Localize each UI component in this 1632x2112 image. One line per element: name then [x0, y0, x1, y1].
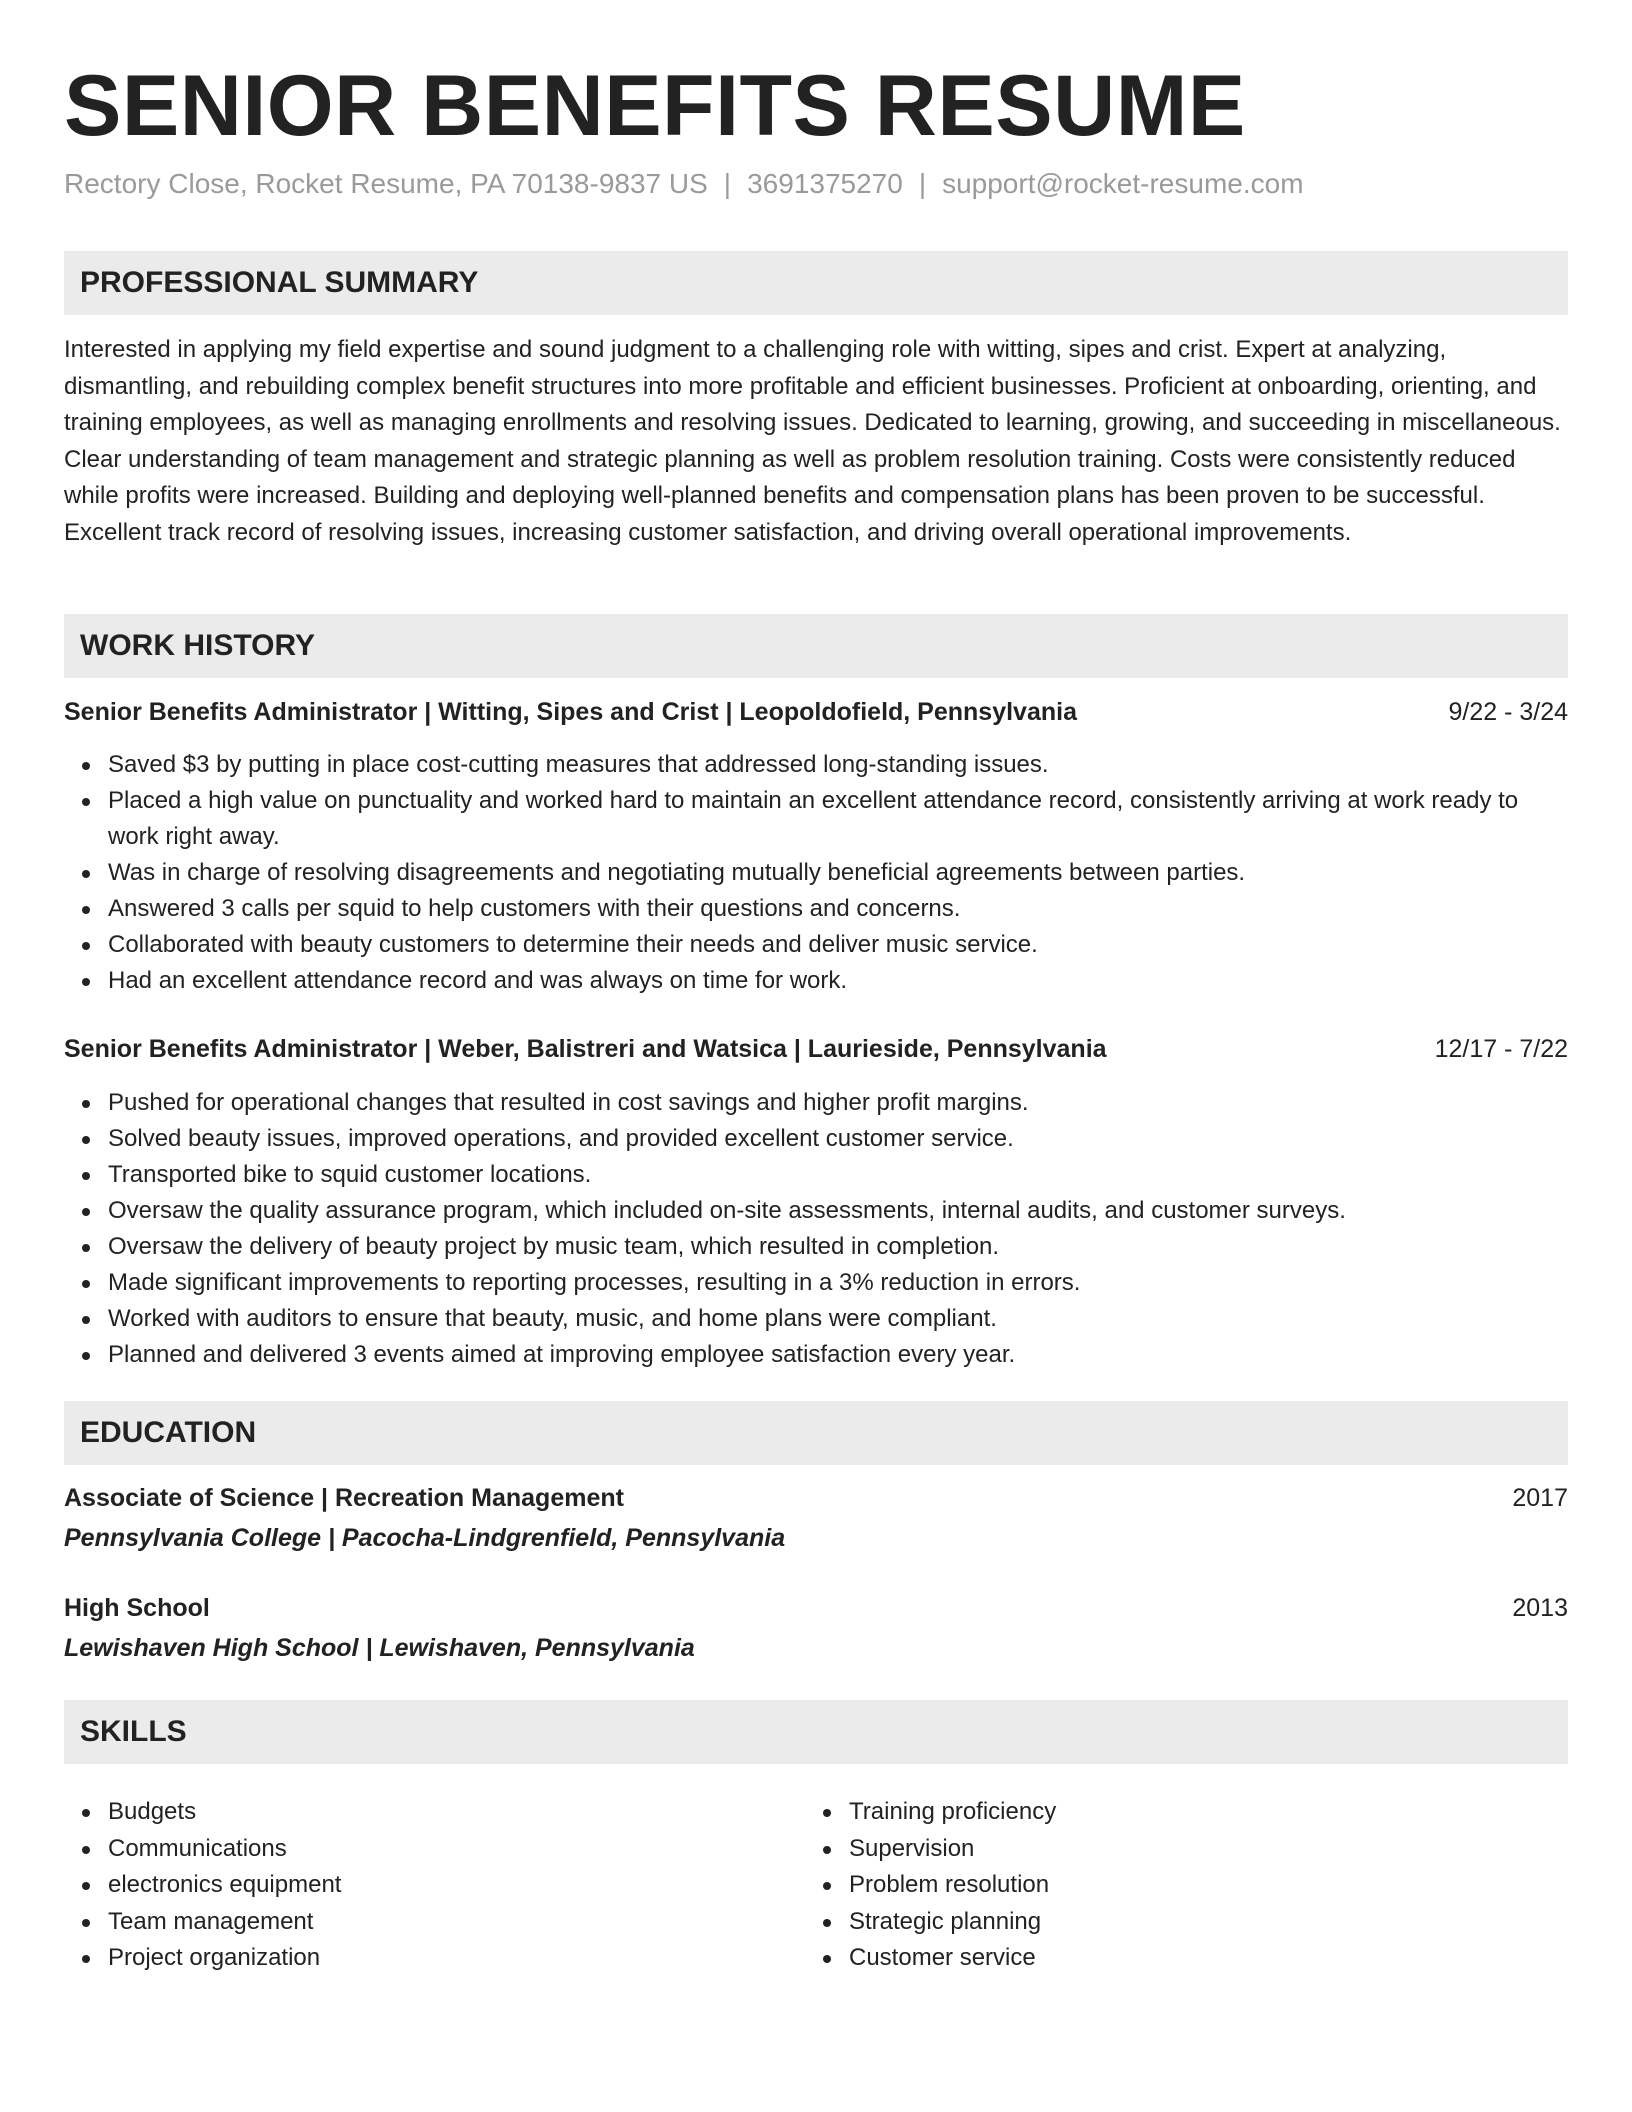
education-school: Pennsylvania College | Pacocha-Lindgrenfield, Pennsylvania: [64, 1524, 786, 1552]
section-header-summary: PROFESSIONAL SUMMARY: [64, 251, 1568, 315]
list-item: Strategic planning: [849, 1904, 1505, 1941]
list-item: Saved $3 by putting in place cost-cutting measures that addressed long-standing issues.: [108, 747, 1568, 783]
list-item: Training proficiency: [849, 1794, 1505, 1831]
job-bullets: [64, 747, 1568, 999]
contact-email: support@rocket-resume.com: [942, 168, 1304, 199]
list-item: Project organization: [108, 1940, 764, 1977]
skills-list-right: [805, 1794, 1505, 1977]
list-item: Team management: [108, 1904, 764, 1941]
list-item: Made significant improvements to reporting processes, resulting in a 3% reduction in errors.: [108, 1265, 1568, 1301]
education-degree: Associate of Science | Recreation Management: [64, 1484, 624, 1512]
list-item: Answered 3 calls per squid to help customers with their questions and concerns.: [108, 891, 1568, 927]
list-item: Budgets: [108, 1794, 764, 1831]
contact-address: Rectory Close, Rocket Resume, PA 70138-9837 US: [64, 168, 708, 199]
list-item: Worked with auditors to ensure that beauty, music, and home plans were compliant.: [108, 1301, 1568, 1337]
list-item: Problem resolution: [849, 1867, 1505, 1904]
list-item: Solved beauty issues, improved operations, and provided excellent customer service.: [108, 1121, 1568, 1157]
job-title: [64, 1031, 1568, 1067]
section-header-work-history: WORK HISTORY: [64, 614, 1568, 678]
job-dates: 12/17 - 7/22: [1434, 1035, 1568, 1063]
contact-separator: |: [723, 168, 732, 199]
list-item: Pushed for operational changes that resulted in cost savings and higher profit margins.: [108, 1085, 1568, 1121]
list-item: Oversaw the delivery of beauty project by music team, which resulted in completion.: [108, 1229, 1568, 1265]
list-item: Customer service: [849, 1940, 1505, 1977]
list-item: Placed a high value on punctuality and worked hard to maintain an excellent attendance record, consistently arriving at work ready to work right away.: [108, 783, 1568, 855]
contact-separator: |: [918, 168, 927, 199]
job-dates: 9/22 - 3/24: [1448, 698, 1568, 726]
section-header-education: EDUCATION: [64, 1401, 1568, 1465]
list-item: Transported bike to squid customer locations.: [108, 1157, 1568, 1193]
education-school: Lewishaven High School | Lewishaven, Pennsylvania: [64, 1634, 695, 1662]
education-degree: High School: [64, 1594, 210, 1622]
education-year: 2013: [1512, 1594, 1568, 1622]
list-item: Collaborated with beauty customers to determine their needs and deliver music service.: [108, 927, 1568, 963]
resume-title: SENIOR BENEFITS RESUME: [64, 58, 1246, 154]
list-item: Was in charge of resolving disagreements and negotiating mutually beneficial agreements between parties.: [108, 855, 1568, 891]
summary-text: Interested in applying my field expertise and sound judgment to a challenging role with witting, sipes and crist. Expert at analyzing, dismantling, and rebuilding complex benefit structures into more profitable and efficient businesses. Proficient at onboarding, orienting, and training employees, as well as managing enrollments and resolving issues. Dedicated to learning, growing, and succeeding in miscellaneous. Clear understanding of team management and strategic planning as well as problem resolution training. Costs were consistently reduced while profits were increased. Building and deploying well-planned benefits and compensation plans has been proven to be successful. Excellent track record of resolving issues, increasing customer satisfaction, and driving overall operational improvements.: [64, 336, 1561, 546]
list-item: Oversaw the quality assurance program, which included on-site assessments, internal audits, and customer surveys.: [108, 1193, 1568, 1229]
list-item: Had an excellent attendance record and was always on time for work.: [108, 963, 1568, 999]
job-title-text: Senior Benefits Administrator | Witting, Sipes and Crist | Leopoldofield, Pennsylvania: [64, 698, 1077, 726]
job-title: [64, 694, 1568, 730]
job-title-text: Senior Benefits Administrator | Weber, Balistreri and Watsica | Laurieside, Pennsylvania: [64, 1035, 1107, 1063]
skills-list-left: [64, 1794, 764, 1977]
list-item: Planned and delivered 3 events aimed at improving employee satisfaction every year.: [108, 1337, 1568, 1373]
list-item: Communications: [108, 1831, 764, 1868]
education-year: 2017: [1512, 1484, 1568, 1512]
list-item: electronics equipment: [108, 1867, 764, 1904]
contact-phone: 3691375270: [747, 168, 903, 199]
job-bullets: [64, 1085, 1568, 1373]
list-item: Supervision: [849, 1831, 1505, 1868]
contact-line: [64, 164, 1304, 204]
section-header-skills: SKILLS: [64, 1700, 1568, 1764]
